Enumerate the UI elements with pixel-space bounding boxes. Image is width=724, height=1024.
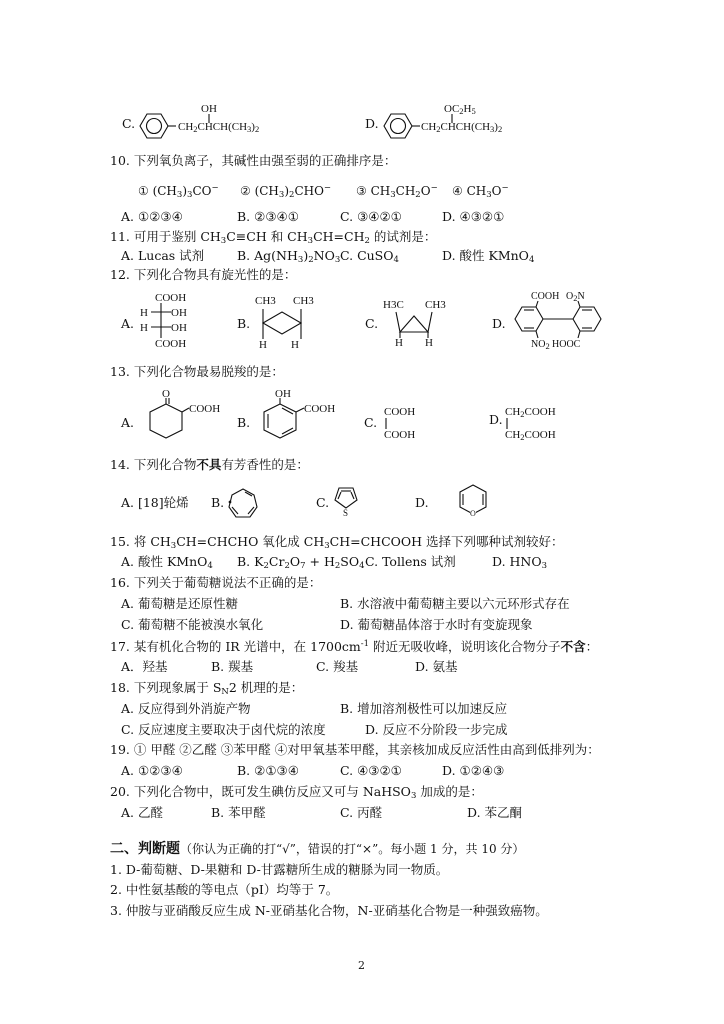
q19-option-c: C. ④③②① [340,763,402,778]
q19-option-d: D. ①②④③ [442,763,505,778]
q12-option-c-label: C. [365,316,379,331]
q10-option-c: C. ③④②① [340,209,402,224]
q18-option-c: C. 反应速度主要取决于卤代烷的浓度 [121,722,326,737]
section2-item-3: 3. 仲胺与亚硝酸反应生成 N-亚硝基化合物，N-亚硝基化合物是一种强致癌物。 [110,903,548,918]
q14-pyran-o: O [470,509,476,518]
q20-option-d: D. 苯乙酮 [467,805,523,820]
q11-stem: 11. 可用于鉴别 CH3C≡CH 和 CH3CH=CH2 的试剂是： [110,229,437,246]
q13-option-a-label: A. [121,415,135,430]
q10-item-3: ③ CH3CH2O− [356,183,438,200]
q12-d-cooh: COOH [531,291,560,302]
q16-stem: 16. 下列关于葡萄糖说法不正确的是： [110,575,322,590]
q13-d-bottom: CH2COOH [505,429,556,442]
q16-option-a: A. 葡萄糖是还原性糖 [121,596,238,611]
q12-a-h2: H [140,322,148,334]
q9-c-oh: OH [201,103,217,115]
q13-b-cooh: COOH [304,403,336,415]
q13-option-d-label: D. [489,412,503,427]
q17-option-a: A．羟基 [121,659,168,674]
q11-option-a: A. Lucas 试剂 [121,248,205,263]
q12-c-h3c: H3C [383,299,404,311]
q20-stem: 20. 下列化合物中，既可发生碘仿反应又可与 NaHSO3 加成的是： [110,784,483,801]
q19-stem: 19. ① 甲醛 ②乙醛 ③苯甲醛 ④对甲氧基苯甲醛，其亲核加成反应活性由高到低排列为： [110,742,600,757]
cyclobutane-icon [252,306,312,340]
benzene-ring-icon [138,112,178,142]
cyclopropane-icon [394,310,434,338]
q12-stem: 12. 下列化合物具有旋光性的是： [110,267,297,282]
q14-option-d-label: D. [415,495,429,510]
q10-item-2: ② (CH3)2CHO− [240,183,332,200]
q16-option-d: D. 葡萄糖晶体溶于水时有变旋现象 [340,617,533,632]
q12-d-no2: $NO_2$ [531,339,550,351]
q12-option-b-label: B. [237,316,251,331]
cyclohexanone-icon [146,398,196,444]
q19-option-b: B. ②①③④ [237,763,299,778]
q17-stem: 17. 某有机化合物的 IR 光谱中，在 $1700cm^{-1}$ 附近无吸收峰，说明该化合物分子不含： [110,639,599,654]
q12-b-ch3-left: CH3 [255,295,276,307]
q15-stem: 15. 将 CH3CH=CHCHO 氧化成 CH3CH=CHCOOH 选择下列哪种试剂较好： [110,534,564,551]
q12-a-oh2: OH [171,322,187,334]
q12-b-h-right: H [291,339,299,351]
q10-option-a: A. ①②③④ [121,209,183,224]
q10-item-1: ① (CH3)3CO− [138,183,219,200]
q13-a-cooh: COOH [189,403,221,415]
q9-d-chain: CH2CHCH(CH3)2 [421,121,503,134]
q20-option-a: A. 乙醛 [121,805,163,820]
benzene-ring-icon [382,112,422,142]
q16-option-b: B. 水溶液中葡萄糖主要以六元环形式存在 [340,596,570,611]
biphenyl-icon [508,300,608,342]
q13-a-o: O [162,388,170,400]
q13-option-c-label: C. [364,415,378,430]
q14-option-a: A. [18]轮烯 [121,495,189,510]
q11-option-c: C. CuSO4 [340,248,399,265]
q12-c-h-right: H [425,337,433,349]
q13-option-b-label: B. [237,415,251,430]
q12-a-oh1: OH [171,307,187,319]
q12-b-h-left: H [259,339,267,351]
q12-d-hooc: HOOC [552,339,581,350]
q9-c-chain: CH2CHCH(CH3)2 [178,121,260,134]
q20-option-c: C. 丙醛 [340,805,383,820]
q14-option-c-label: C. [316,495,330,510]
q12-option-d-label: D. [492,316,506,331]
q10-item-4: ④ CH3O− [452,183,509,200]
q12-d-o2n: $O_2N$ [566,291,585,303]
q15-option-a: A. 酸性 KMnO4 [121,554,213,571]
q12-b-ch3-right: CH3 [293,295,314,307]
q16-option-c: C. 葡萄糖不能被溴水氧化 [121,617,264,632]
page-number: 2 [358,959,365,972]
q14-stem: 14. 下列化合物不具有芳香性的是： [110,457,309,472]
q18-stem: 18. 下列现象属于 SN2 机理的是： [110,680,304,697]
q12-a-h1: H [140,307,148,319]
q14-thiophene-s: S [343,508,349,518]
q9-d-oc2h5: OC2H5 [444,103,476,116]
section2-item-2: 2. 中性氨基酸的等电点（pI）均等于 7。 [110,882,339,897]
q9-option-d-label: D. [365,116,379,131]
q10-stem: 10. 下列氧负离子，其碱性由强至弱的正确排序是： [110,153,397,168]
q11-option-b: B. Ag(NH3)2NO3 [237,248,341,265]
q12-c-h-left: H [395,337,403,349]
q13-c-cooh-bottom: COOH [384,429,416,441]
q15-option-c: C. Tollens 试剂 [365,554,456,569]
q12-option-a-label: A. [121,316,135,331]
q17-option-c: C. 羧基 [316,659,359,674]
cycloheptatriene-icon [226,486,260,520]
q19-option-a: A. ①②③④ [121,763,183,778]
q13-d-top: CH2COOH [505,406,556,419]
fischer-projection-icon [148,303,174,339]
q10-option-b: B. ②③④① [237,209,299,224]
q13-stem: 13. 下列化合物最易脱羧的是： [110,364,284,379]
q17-option-d: D. 氨基 [415,659,458,674]
q17-option-b: B. 羰基 [211,659,254,674]
salicylic-acid-ring-icon [260,398,310,444]
q12-c-ch3: CH3 [425,299,446,311]
q18-option-d: D. 反应不分阶段一步完成 [365,722,508,737]
q12-a-cooh-bottom: COOH [155,338,187,350]
q10-option-d: D. ④③②① [442,209,505,224]
q11-option-d: D. 酸性 KMnO4 [442,248,535,265]
section2-item-1: 1. D-葡萄糖、D-果糖和 D-甘露糖所生成的糖脎为同一物质。 [110,862,449,877]
q15-option-d: D. HNO3 [492,554,548,571]
q14-option-b-label: B. [211,495,225,510]
q12-a-cooh-top: COOH [155,292,187,304]
section2-heading: 二、判断题（你认为正确的打“√”，错误的打“×”。每小题 1 分，共 10 分） [110,841,525,857]
q9-option-c-label: C. [122,116,136,131]
q13-b-oh: OH [275,388,291,400]
q15-option-b: B. K2Cr2O7 + H2SO4 [237,554,365,571]
q18-option-b: B. 增加溶剂极性可以加速反应 [340,701,508,716]
q20-option-b: B. 苯甲醛 [211,805,266,820]
q13-c-cooh-top: COOH [384,406,416,418]
q18-option-a: A. 反应得到外消旋产物 [121,701,251,716]
